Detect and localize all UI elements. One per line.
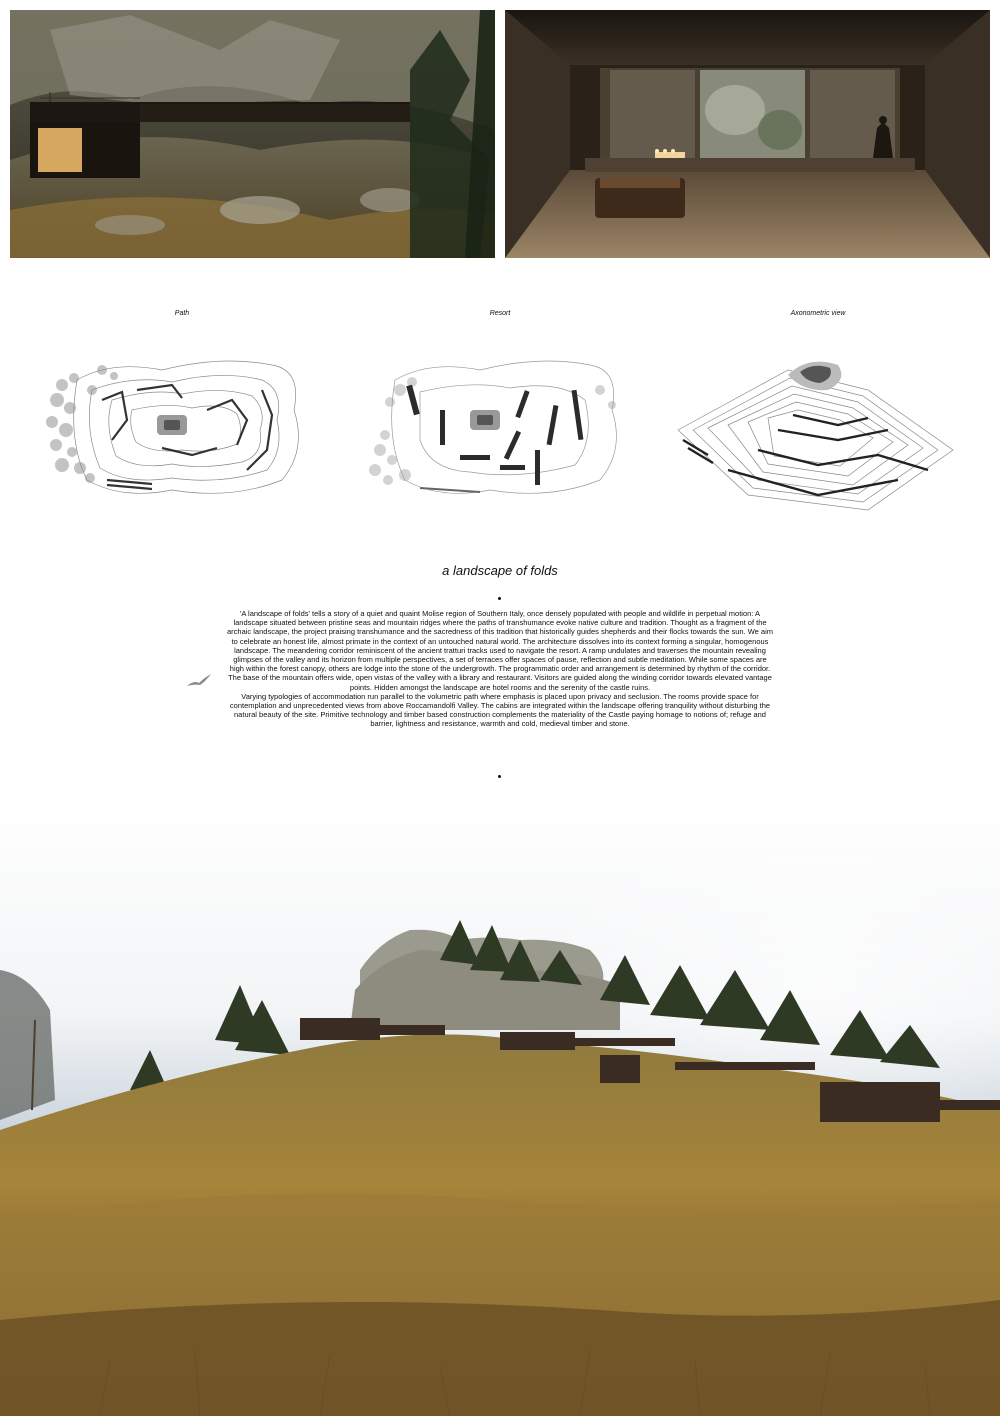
axonometric-drawing: [668, 330, 968, 525]
path-site-plan: [32, 330, 332, 525]
interior-room-render: [505, 10, 990, 258]
divider-dot: [498, 597, 501, 600]
axonometric-diagram: [668, 310, 968, 525]
resort-diagram: [350, 310, 650, 525]
path-diagram: [32, 310, 332, 525]
project-description: 'A landscape of folds' tells a story of a quiet and quaint Molise region of Southern Italy, once densely populated with people and wildlife in perpetual motion: A landscape situated between pristine seas and mountain ridges where the paths of transhumance evoke native culture and tradition. Thought as a fragment of the archaic landscape, the project praising transhumance and the sacredness of this tradition that historically guides shepherds and their flocks towards the sun. We aim to celebrate an honest life, almost primate in the context of an untouched natural world. The architecture dissolves into its context forming a singular, homogenous landscape. The meandering corridor reminiscent of the ancient tratturi tracks used to navigate the resort. A ramp undulates and traverses the mountain revealing glimpses of the valley and its horizon from multiple perspectives, a set of terraces offer spaces of pause, reflection and subtle meditation. While some spaces are high within the forest canopy, others are lodge into the stone of the undergrowth. The programmatic order and arrangement is determined by rhythm of the corridor. The base of the mountain offers wide, open vistas of the valley with a library and restaurant. Visitors are guided along the winding corridor towards elevated vantage points. Hidden amongst the landscape are hotel rooms and the serenity of the castle ruins. Varying typologies of accommodation run parallel to the volumetric path where emphasis is placed upon privacy and seclusion. The rooms provide space for contemplation and unprecedented views from above Roccamandolfi Valley. The cabins are integrated within the landscape offering tranquility without disturbing the natural beauty of the site. Primitive technology and timber based construction complements the materiality of the Castle paying homage to notions of; refuge and barrier, lightness and resistance, warmth and cold, medieval timber and stone.: [227, 609, 773, 729]
exterior-cabin-render: [10, 10, 495, 258]
divider-dot: [498, 775, 501, 778]
project-title: a landscape of folds: [442, 563, 558, 578]
axonometric-diagram-caption: Axonometric view: [790, 310, 846, 317]
resort-site-plan: [350, 330, 650, 525]
resort-diagram-caption: Resort: [489, 310, 511, 317]
path-diagram-caption: Path: [174, 310, 190, 317]
bird-icon: [186, 672, 212, 690]
landscape-render: [0, 800, 1000, 1416]
